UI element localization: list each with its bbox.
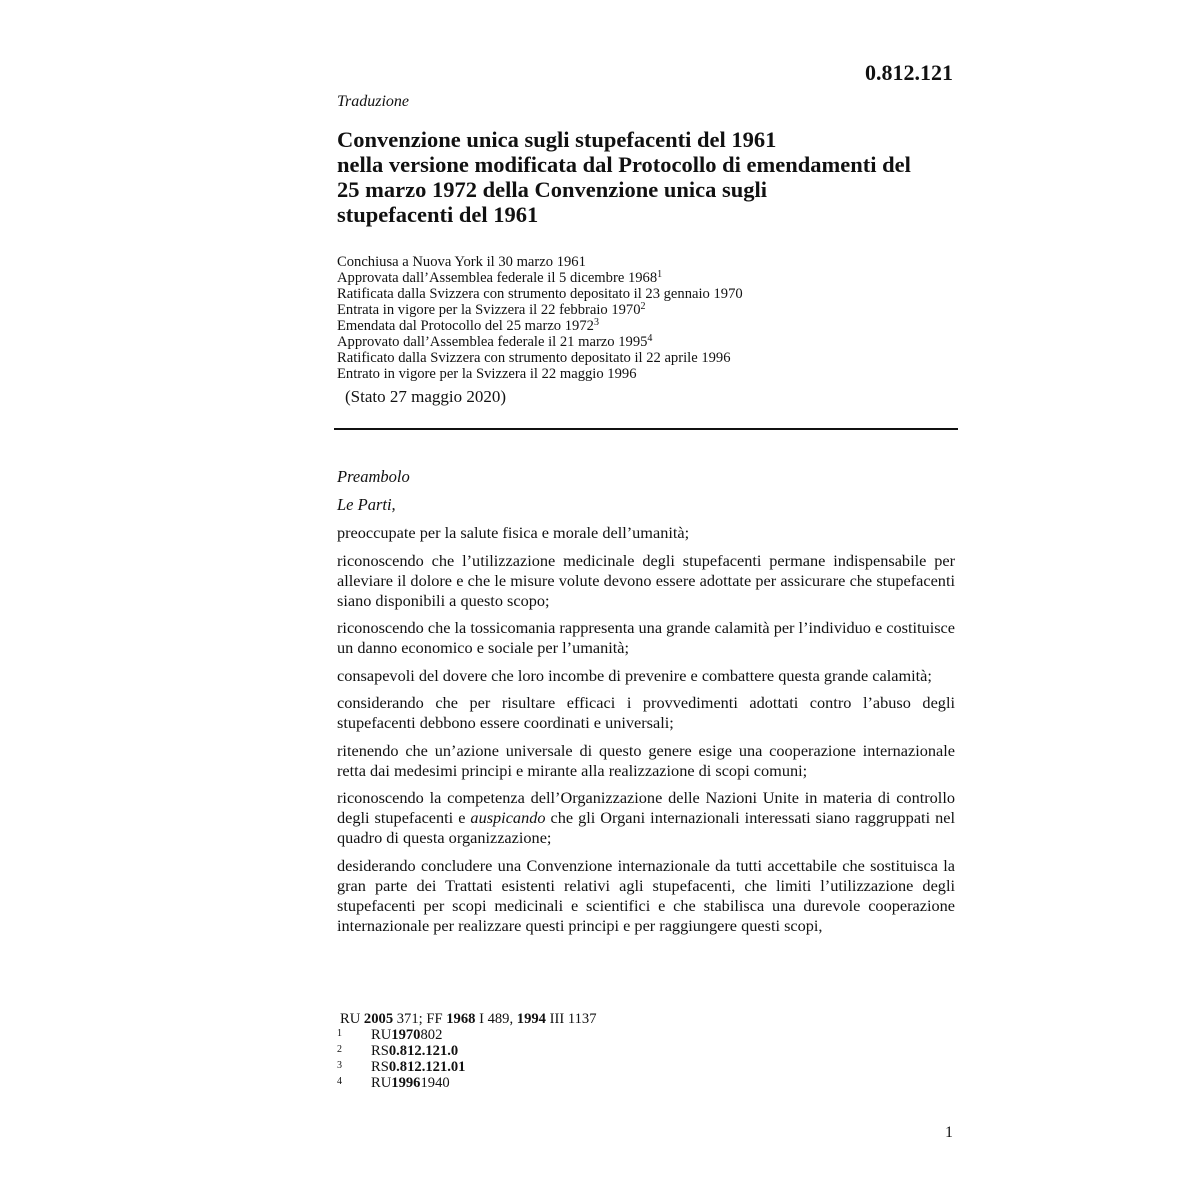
title-line: stupefacenti del 1961 [337,202,539,227]
footnote-number: 2 [337,1044,342,1055]
footnote: 2 RS 0.812.121.0 [337,1043,459,1059]
meta-in-force-1970: Entrata in vigore per la Svizzera il 22 febbraio 1970$^2$ [337,301,646,318]
emphasis-text: auspicando [470,808,546,827]
meta-approved-1995: Approvato dall’Assemblea federale il 21 marzo 1995$^4$ [337,333,653,350]
footnote: 3 RS 0.812.121.01 [337,1059,466,1075]
footnote: 4 RU 1996 1940 [337,1075,450,1091]
meta-concluded: Conchiusa a Nuova York il 30 marzo 1961 [337,254,586,270]
footnote-number: 4 [337,1076,342,1087]
document-title [337,127,977,227]
meta-ratified-1996: Ratificato dalla Svizzera con strumento depositato il 22 aprile 1996 [337,350,731,366]
title-line: 25 marzo 1972 della Convenzione unica sugli [337,177,768,202]
preamble-paragraph: ritenendo che un’azione universale di questo genere esige una cooperazione internazionale retta dai medesimi principi e mirante alla realizzazione di scopi comuni; [337,740,955,780]
footnote: 1 RU 1970 802 [337,1027,443,1043]
preamble-paragraph: consapevoli del dovere che loro incombe di prevenire e combattere questa grande calamità; [337,665,932,685]
footnote-ref: 1 [657,269,663,280]
source-references: RU 2005 371; FF 1968 I 489, 1994 III 1137 [340,1011,597,1027]
meta-ratified-1970: Ratificata dalla Svizzera con strumento depositato il 23 gennaio 1970 [337,286,743,302]
status-date: (Stato 27 maggio 2020) [345,387,507,406]
title-line: nella versione modificata dal Protocollo di emendamenti del [337,152,911,177]
title-line: Convenzione unica sugli stupefacenti del 1961 [337,127,777,152]
preamble-paragraph: considerando che per risultare efficaci i provvedimenti adottati contro l’abuso degli stupefacenti debbono essere coordinati e universali; [337,693,955,732]
preamble-paragraph: riconoscendo che l’utilizzazione medicinale degli stupefacenti permane indispensabile per alleviare il dolore e che le misure volute devono essere adottate per assicurare che stupefacenti siano disponibili a questo scopo; [337,550,955,610]
footnote-number: 3 [337,1060,342,1071]
meta-in-force-1996: Entrato in vigore per la Svizzera il 22 maggio 1996 [337,366,637,382]
parties-label: Le Parti, [337,495,396,514]
meta-approved-1968: Approvata dall’Assemblea federale il 5 dicembre 1968$^1$ [337,269,663,286]
footnote-ref: 4 [647,333,653,344]
preamble-paragraph: riconoscendo che la tossicomania rappresenta una grande calamità per l’individuo e costituisce un danno economico e sociale per l’umanità; [337,618,956,657]
preamble-paragraph: preoccupate per la salute fisica e morale dell’umanità; [337,523,690,542]
horizontal-divider [334,428,958,430]
footnotes [337,1011,597,1091]
footnote-number: 1 [337,1028,342,1039]
meta-amended-1972: Emendata dal Protocollo del 25 marzo 1972$^3$ [337,317,599,334]
preamble-paragraph: desiderando concludere una Convenzione internazionale da tutti accettabile che sostituisca la gran parte dei Trattati esistenti relativi agli stupefacenti, che limiti l’utilizzazione degli stupefacenti per scopi medicinali e scientifici e che stabilisca una durevole cooperazione internazionale per realizzare questi principi e per raggiungere questi scopi, [337,855,955,935]
translation-label: Traduzione [337,93,410,110]
treaty-metadata [337,254,743,382]
preamble-paragraph: riconoscendo la competenza dell’Organizzazione delle Nazioni Unite in materia di controllo degli stupefacenti e auspicando che gli Organi internazionali interessati siano raggruppati nel quadro di questa organizzazione; [337,788,955,847]
footnote-ref: 3 [593,317,599,328]
footnote-ref: 2 [640,301,646,312]
page-number: 1 [945,1124,953,1141]
preamble-heading: Preambolo [337,467,410,486]
document-number: 0.812.121 [865,60,953,85]
preamble-body [337,523,955,943]
